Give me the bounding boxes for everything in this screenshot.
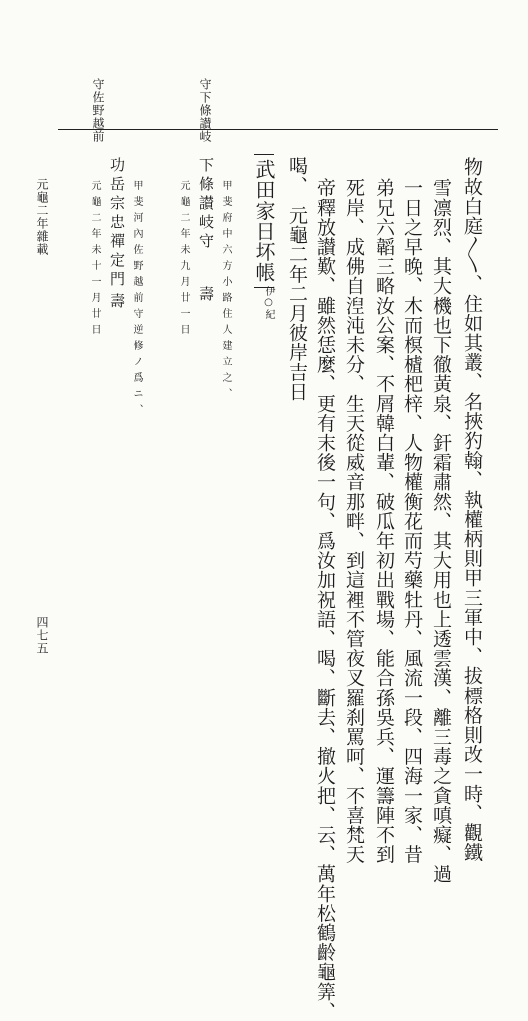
text-column-12: 甲斐河內佐野越前守逆修ノ爲ニ、	[131, 180, 142, 420]
header-rule	[58, 129, 498, 130]
page-number: 四七五	[35, 616, 49, 655]
text-column-6: 帝釋放讃歎、雖然恁麼、更有末後一句、爲汝加祝語、喝、斷去、撤火把、云、萬年松鶴齡龜筭、	[314, 178, 336, 1021]
text-column-10-seal: 壽	[197, 286, 215, 305]
text-column-4: 弟兄六韜三略汝公案、不屑韓白輩、破瓜年初出戰場、能合孫吳兵、運籌陣不到	[373, 178, 395, 864]
text-column-7: 喝、 元龜二年二月彼岸吉日	[286, 156, 308, 402]
document-title-text: 武田家日坏帳	[254, 154, 274, 288]
document-title-note: 伊○紀	[263, 286, 274, 320]
running-head: 元龜二年雜載	[35, 178, 49, 256]
document-title	[254, 154, 274, 288]
text-column-2: 雪凛烈、其大機也下徹黃泉、釬霜肅然、其大用也上透雲漢、離三毒之貪嗔癡、過	[430, 178, 452, 884]
text-column-10-name: 下條讃岐守	[197, 157, 215, 252]
text-column-14: 元龜二年未十一月廿日	[89, 180, 100, 340]
header-note-sano: 守佐野越前	[91, 78, 105, 143]
header-note-shimojo: 守下條讃岐	[198, 78, 212, 143]
text-column-5: 死岸、成佛自湼沌未分、生天從威音那畔、到這裡不管夜叉羅刹罵呵、不喜梵天	[343, 178, 365, 864]
text-column-13-name: 功岳宗忠禪定門	[108, 157, 126, 290]
text-column-9: 甲斐府中六方小路住人建立之、	[220, 180, 231, 404]
text-column-11: 元龜二年未九月廿一日	[178, 180, 189, 340]
text-column-3: 一日之早晚、木而榠樝杷梓、人物權衡花而芍藥牡丹、風流一段、四海一家、昔	[401, 178, 423, 864]
text-column-13-seal: 壽	[108, 293, 126, 312]
text-column-1: 物故白庭〳〵、住如其叢、名挾犳翰、執權柄則甲三軍中、拔標格則改一時、觀鐵	[461, 157, 483, 862]
